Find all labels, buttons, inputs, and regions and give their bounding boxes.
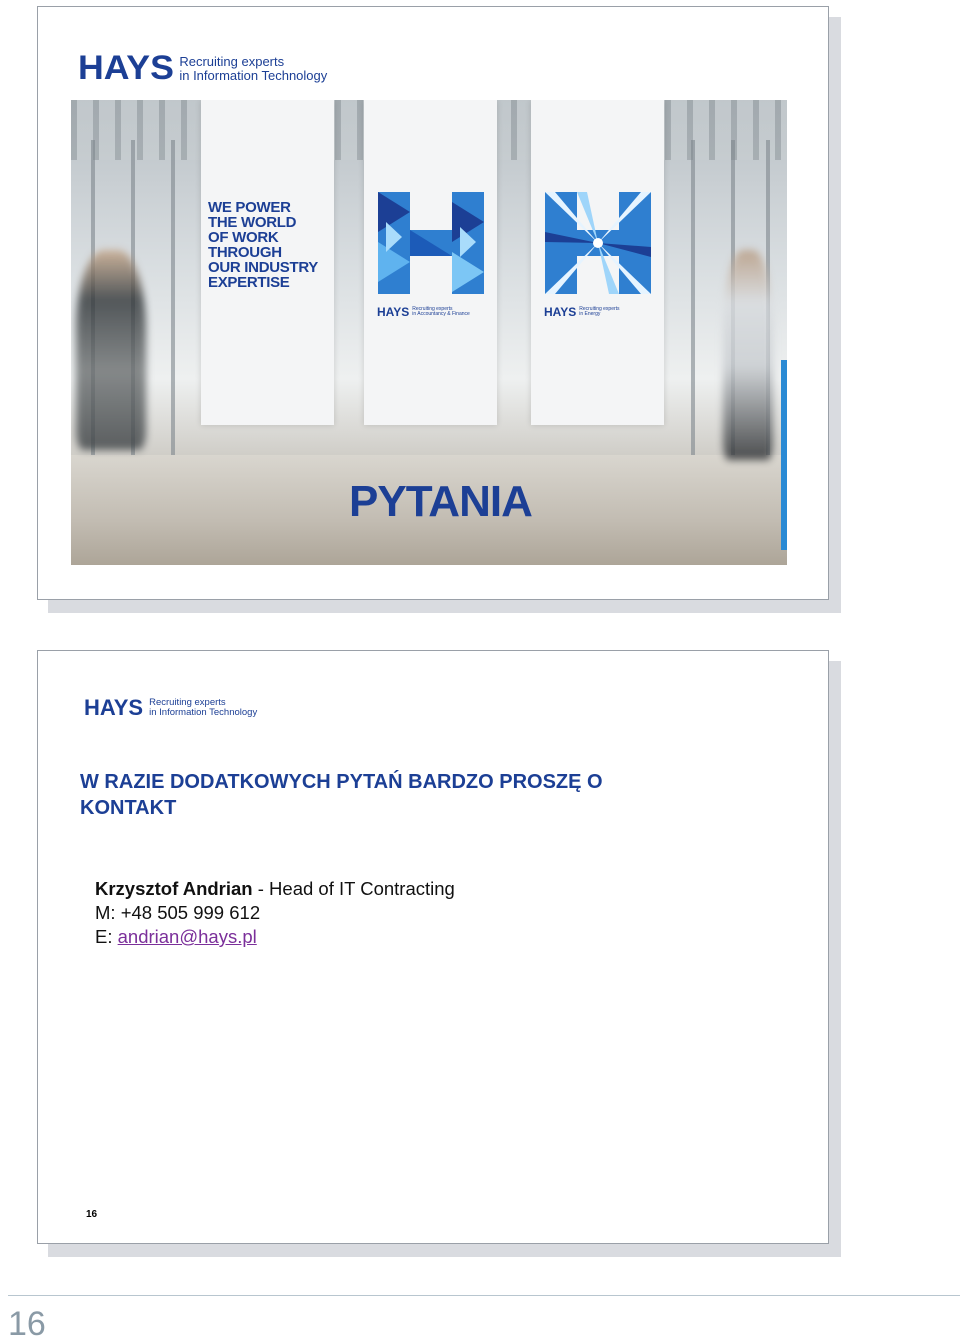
banner-accountancy xyxy=(364,100,497,425)
logo-tagline-line2: in Information Technology xyxy=(149,707,258,718)
email-label: E: xyxy=(95,926,118,947)
slogan-line: OF WORK xyxy=(208,229,279,246)
slogan-line: WE POWER xyxy=(208,199,291,216)
mini-logo-tag xyxy=(412,307,470,318)
window-column xyxy=(171,140,175,460)
mini-logo-energy xyxy=(544,305,620,319)
contact-name: Krzysztof Andrian xyxy=(95,878,253,899)
mini-logo-tag-line2: in Accountancy & Finance xyxy=(412,311,470,317)
logo-tagline-line1: Recruiting experts xyxy=(179,53,285,69)
slide-title: PYTANIA xyxy=(349,477,532,526)
banner-slogan xyxy=(201,100,334,425)
contact-role: - Head of IT Contracting xyxy=(252,878,455,899)
contact-heading: W RAZIE DODATKOWYCH PYTAŃ BARDZO PROSZĘ O KONTAKT xyxy=(80,771,603,819)
logo-wordmark: HAYS xyxy=(84,695,144,720)
logo-tagline-line2: in Information Technology xyxy=(179,67,328,83)
mini-logo-tag-line2: in Energy xyxy=(579,311,601,317)
contact-name-line xyxy=(95,877,455,901)
slide-number: 16 xyxy=(86,1209,98,1220)
page-number: 16 xyxy=(8,1305,46,1343)
logo-tagline-line1: Recruiting experts xyxy=(149,697,226,709)
blurred-person-right xyxy=(723,250,773,460)
mini-logo-tag-line1: Recruiting experts xyxy=(412,305,453,312)
slide-kontakt xyxy=(37,650,829,1244)
logo-tagline xyxy=(149,698,257,718)
contact-email-line xyxy=(95,925,455,949)
slogan-line: THE WORLD xyxy=(208,214,297,231)
page-divider xyxy=(8,1295,960,1296)
mini-logo-tag-line1: Recruiting experts xyxy=(579,305,620,312)
slogan-line: OUR INDUSTRY xyxy=(208,259,319,276)
mini-logo-tag xyxy=(579,307,619,318)
window-column xyxy=(691,140,695,460)
mini-logo-word: HAYS xyxy=(377,305,410,319)
hays-h-mosaic-icon xyxy=(378,192,484,294)
banner-energy xyxy=(531,100,664,425)
mobile-label: M: xyxy=(95,902,121,923)
mini-logo-word: HAYS xyxy=(544,305,577,319)
slogan-line: THROUGH xyxy=(208,244,282,261)
hays-h-burst-icon xyxy=(545,192,651,294)
mobile-number: +48 505 999 612 xyxy=(120,902,261,923)
slogan-line: EXPERTISE xyxy=(208,274,290,291)
hays-logo xyxy=(84,695,257,721)
email-link[interactable]: andrian@hays.pl xyxy=(117,926,257,947)
mini-logo-accountancy xyxy=(377,305,470,319)
slide-pytania xyxy=(37,6,829,600)
banner-slogan-text xyxy=(208,200,318,290)
hays-logo xyxy=(78,49,327,88)
logo-wordmark: HAYS xyxy=(78,49,174,87)
blurred-person-left xyxy=(76,250,146,450)
logo-tagline xyxy=(179,55,327,82)
contact-block xyxy=(95,877,455,949)
contact-mobile-line xyxy=(95,901,455,925)
